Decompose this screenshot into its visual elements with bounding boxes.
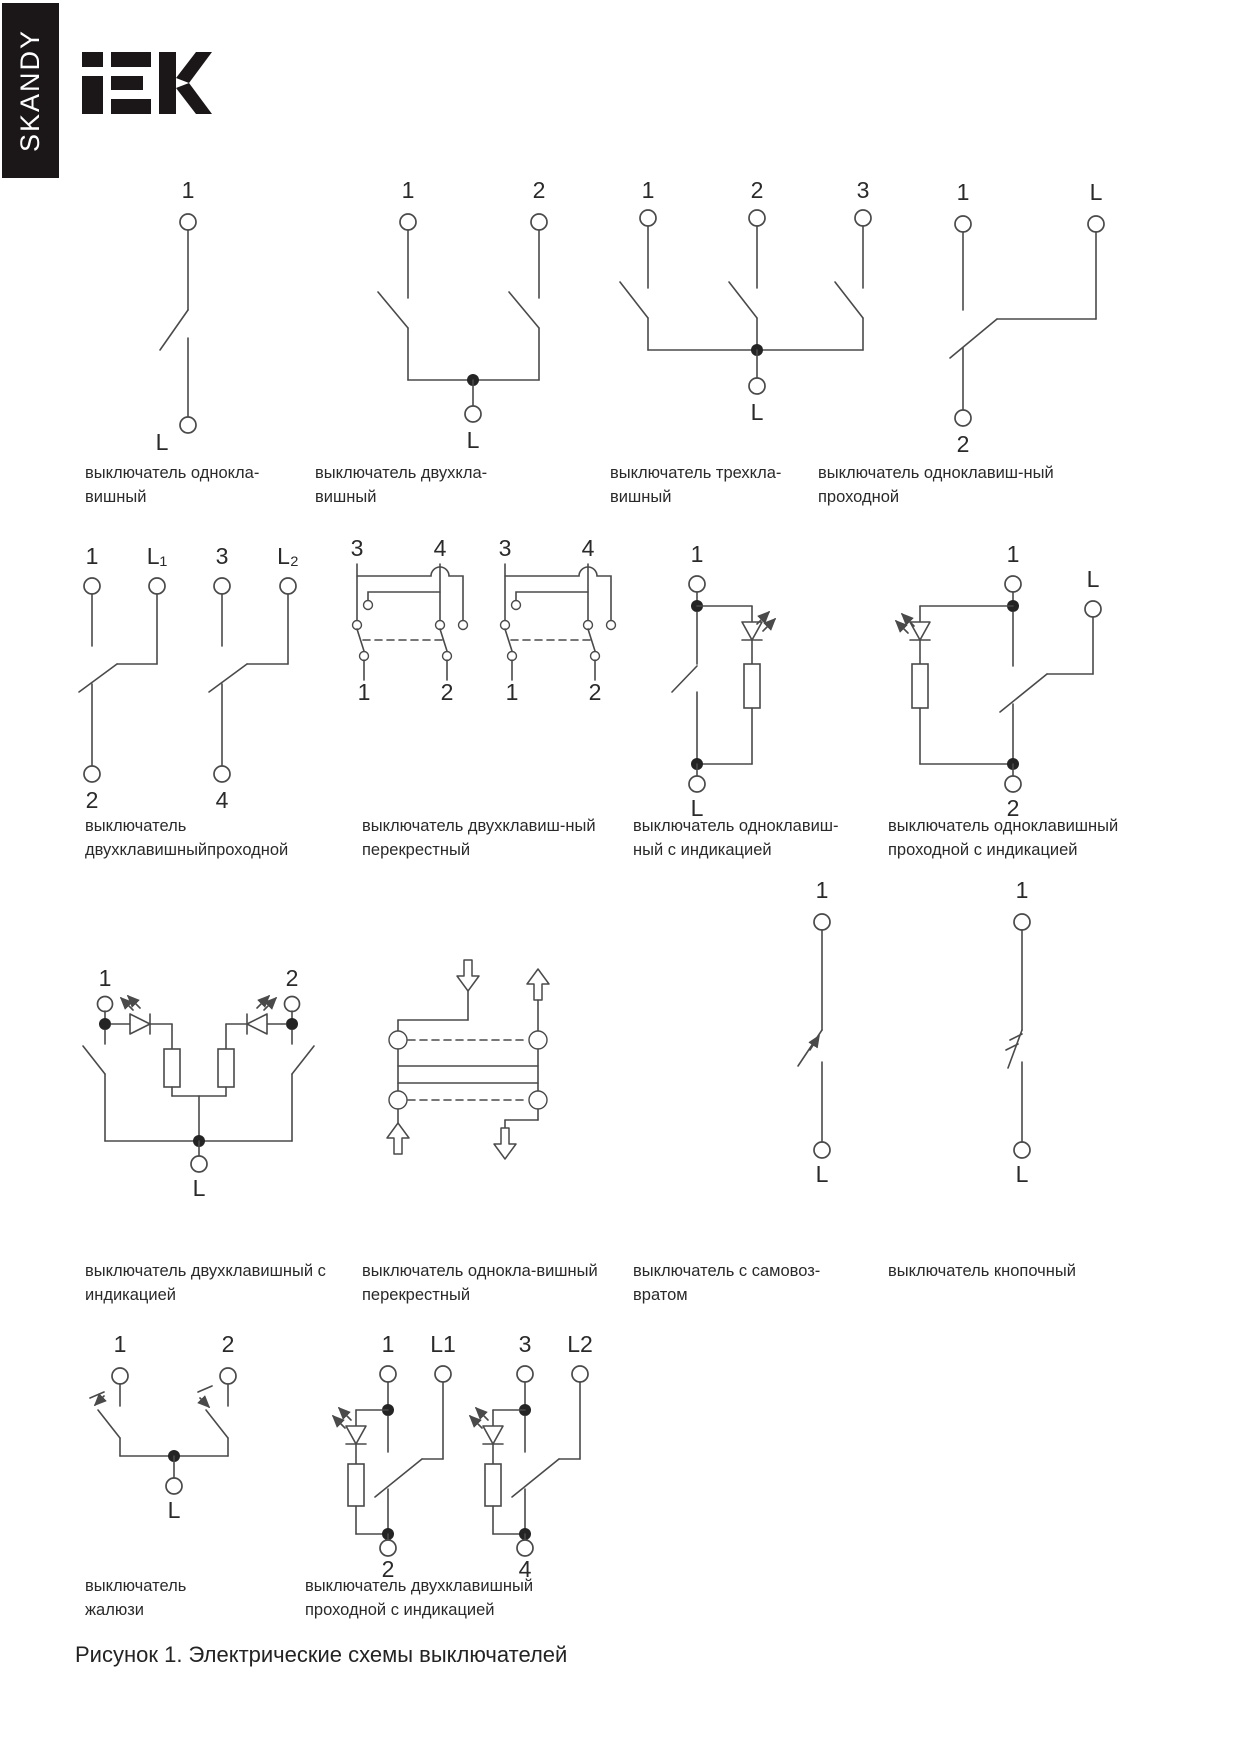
resistor-symbol: [218, 1049, 234, 1087]
terminal-label: L: [1086, 566, 1100, 592]
terminal-label: L₁: [146, 543, 168, 569]
terminal-label: L: [192, 1175, 206, 1201]
arrow-down-icon: [457, 960, 479, 991]
resistor-symbol: [348, 1464, 364, 1506]
blinds-direction-icon: [198, 1386, 212, 1407]
terminal-label: L₂: [277, 543, 299, 569]
terminal-label: L: [815, 1161, 829, 1187]
led-symbol: [247, 996, 276, 1034]
caption-switch-blinds: выключатель жалюзи: [85, 1577, 187, 1619]
terminal-label: 4: [433, 535, 447, 561]
diagram-switch-1gang-2way-indicator: [880, 540, 1110, 825]
terminal-label: L: [1015, 1161, 1029, 1187]
series-sidebar: [2, 3, 59, 178]
terminal-label: L: [690, 795, 704, 821]
diagram-switch-1gang-indicator: [620, 540, 810, 825]
terminal-label: 1: [956, 179, 970, 205]
terminal-label: 1: [181, 177, 195, 203]
terminal-label: L: [1089, 179, 1103, 205]
diagram-switch-3gang: [610, 160, 900, 460]
terminal-label: 1: [505, 679, 519, 705]
caption-switch-1gang: выключатель однокла-вишный: [85, 464, 260, 506]
terminal-label: 2: [85, 787, 99, 813]
terminal-label: 3: [518, 1331, 532, 1357]
resistor-symbol: [744, 664, 760, 708]
led-symbol: [333, 1408, 366, 1444]
diagram-switch-1gang-2way: [930, 160, 1150, 460]
caption-switch-2gang-indicator: выключатель двухклавишный с индикацией: [85, 1262, 326, 1304]
resistor-symbol: [485, 1464, 501, 1506]
terminal-label: L: [167, 1497, 181, 1523]
terminal-label: 1: [690, 541, 704, 567]
caption-switch-1gang-2way-indicator: выключатель одноклавишный проходной с индикацией: [888, 817, 1119, 859]
terminal-label: 2: [750, 177, 764, 203]
terminal-label: 3: [856, 177, 870, 203]
diagram-switch-2gang-2way: [60, 540, 330, 825]
resistor-symbol: [912, 664, 928, 708]
caption-switch-2gang-2way-indicator: выключатель двухклавишный проходной с индикацией: [305, 1577, 534, 1619]
diagram-switch-2gang-intermediate: [330, 535, 630, 715]
terminal-label: 1: [85, 543, 99, 569]
terminal-label: 4: [215, 787, 229, 813]
diagram-switch-2gang-indicator: [60, 960, 340, 1250]
caption-switch-1gang-intermediate: выключатель однокла-вишный перекрестный: [362, 1262, 598, 1304]
terminal-label: 4: [518, 1556, 532, 1582]
led-symbol: [121, 996, 150, 1034]
caption-switch-momentary: выключатель с самовоз- вратом: [633, 1262, 821, 1304]
terminal-label: 1: [381, 1331, 395, 1357]
terminal-label: 1: [1015, 877, 1029, 903]
diagram-switch-blinds: [60, 1330, 290, 1540]
arrow-down-icon: [494, 1128, 516, 1159]
terminal-label: 2: [221, 1331, 235, 1357]
terminal-label: 1: [1006, 541, 1020, 567]
terminal-label: 1: [641, 177, 655, 203]
figure-caption: Рисунок 1. Электрические схемы выключателей: [75, 1642, 568, 1667]
resistor-symbol: [164, 1049, 180, 1087]
led-symbol: [896, 614, 930, 640]
terminal-label: L: [155, 429, 169, 455]
caption-switch-pushbutton: выключатель кнопочный: [888, 1262, 1076, 1280]
terminal-label: 2: [285, 965, 299, 991]
diagram-switch-1gang-intermediate: [350, 950, 590, 1210]
terminal-label: 2: [588, 679, 602, 705]
terminal-label: L: [466, 427, 480, 453]
series-label: SKANDY: [15, 28, 46, 153]
caption-switch-2gang-2way: выключатель двухклавишныйпроходной: [85, 817, 289, 859]
terminal-label: 1: [401, 177, 415, 203]
arrow-up-icon: [387, 1123, 409, 1154]
terminal-label: 2: [1006, 795, 1020, 821]
terminal-label: 3: [498, 535, 512, 561]
blinds-direction-icon: [90, 1392, 104, 1405]
iek-logo-icon: [82, 52, 212, 114]
led-symbol: [742, 612, 775, 640]
terminal-label: L: [750, 399, 764, 425]
caption-switch-2gang-intermediate: выключатель двухклавиш-ный перекрестный: [362, 817, 596, 859]
diagram-switch-momentary: [760, 870, 900, 1200]
diagram-switch-pushbutton: [960, 870, 1100, 1200]
terminal-label: 2: [381, 1556, 395, 1582]
arrow-up-icon: [527, 969, 549, 1000]
caption-switch-3gang: выключатель трехкла-вишный: [610, 464, 782, 506]
caption-switch-1gang-indicator: выключатель одноклавиш- ный с индикацией: [633, 817, 839, 859]
terminal-label: 3: [215, 543, 229, 569]
terminal-label: 4: [581, 535, 595, 561]
diagram-switch-1gang: [100, 160, 260, 460]
terminal-label: 2: [956, 431, 970, 457]
terminal-label: 1: [98, 965, 112, 991]
terminal-label: 1: [113, 1331, 127, 1357]
terminal-label: L1: [430, 1331, 456, 1357]
caption-switch-2gang: выключатель двухкла-вишный: [315, 464, 488, 506]
terminal-label: 2: [440, 679, 454, 705]
terminal-label: L2: [567, 1331, 593, 1357]
terminal-label: 2: [532, 177, 546, 203]
caption-switch-1gang-2way: выключатель одноклавиш-ный проходной: [818, 464, 1054, 506]
terminal-label: 1: [815, 877, 829, 903]
diagram-switch-2gang: [370, 160, 590, 460]
terminal-label: 3: [350, 535, 364, 561]
terminal-label: 1: [357, 679, 371, 705]
diagram-switch-2gang-2way-indicator: [280, 1330, 610, 1582]
led-symbol: [470, 1408, 503, 1444]
